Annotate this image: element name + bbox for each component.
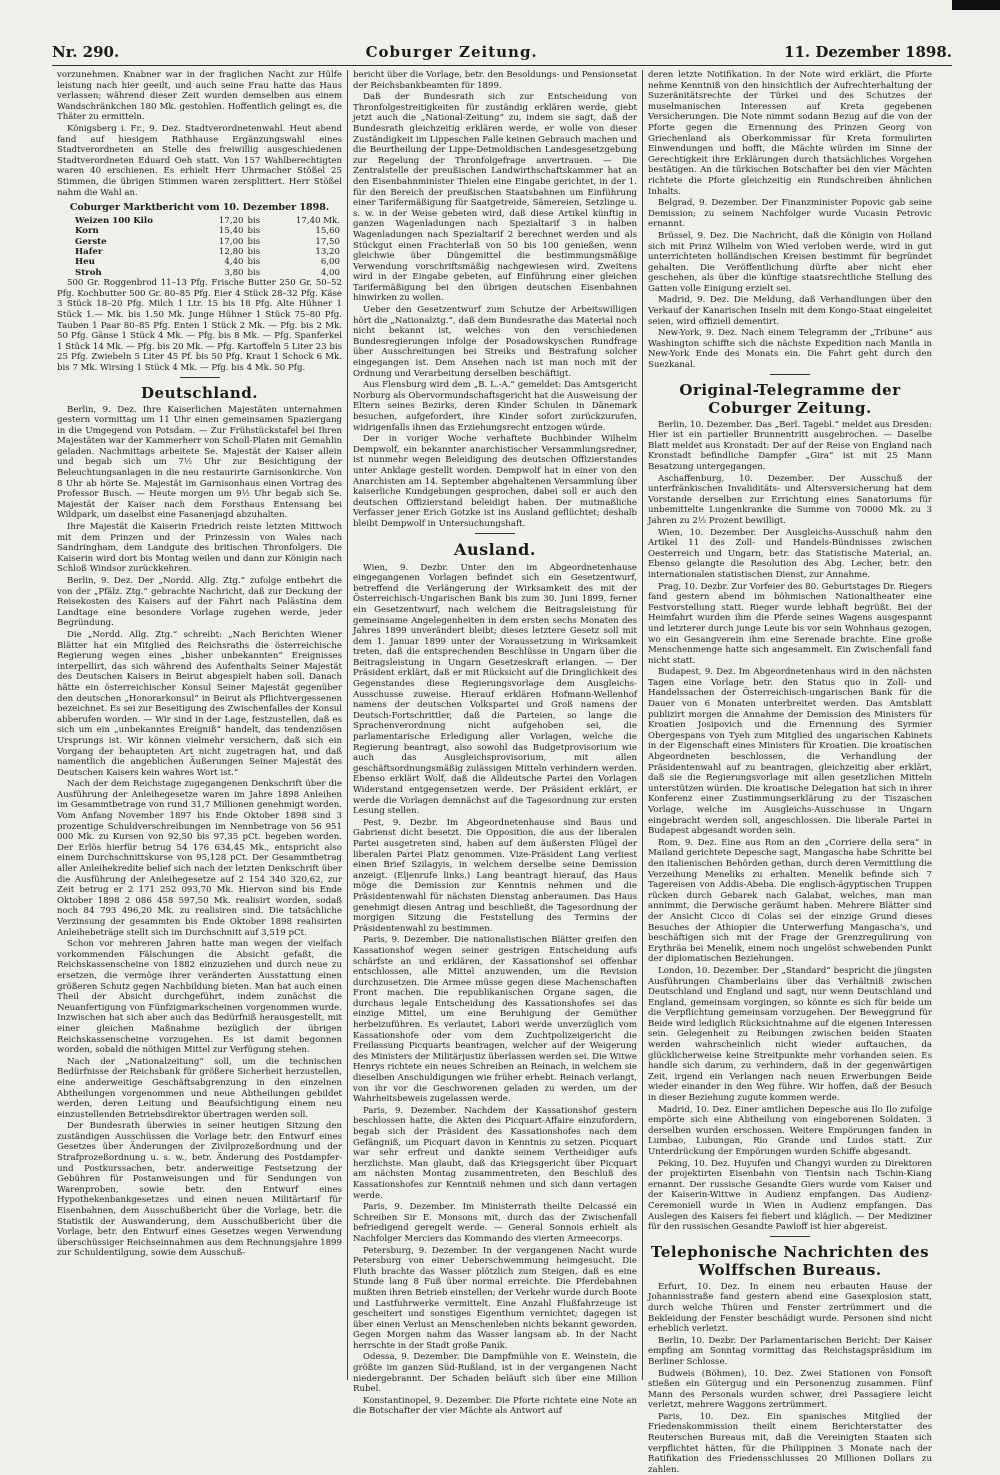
article: Rom, 9. Dez. Eine aus Rom an den „Corriere della sera“ in Mailand gerichtete Depesche sagt, Mangascha habe Schritte bei den italienischen Behörden gethan, durch deren Vermittlung die Verzeihung Meneliks zu erhalten. Menelik befinde sich 7 Tagereisen von Addis-Abeba. Die englisch-ägyptischen Truppen rücken durch Gebarek nach Galabat, welches, man man annimmt, die Derwische geräumt haben. Mehrere Blätter sind der Ansicht Cicco di Colas sei der einzige Grund dieses Besuches der Athiopier die Unterwerfung Mangascha's, und beschäftigen sich mit der Frage der Grenzregulirung von Erythräa bei Menelik, einem noch ungelöst schwebenden Punkt der diplomatischen Beziehungen. — [648, 837, 932, 965]
table-cell: 15,40 — [218, 226, 244, 237]
article: Ihre Majestät die Kaiserin Friedrich reiste letzten Mittwoch mit dem Prinzen und der Prinzessin von Wales nach Sandringham, dem Landgute des britischen Thronfolgers. Die Kaiserin wird dort bis Montag weilen und dann zur Königin nach Schloß Windsor zurückkehren. — [57, 522, 342, 575]
table-cell: bis — [247, 257, 261, 268]
table-cell: 12,80 — [218, 246, 244, 257]
article: Paris, 9. Dezember. Die nationalistischen Blätter greifen den Kassationshof wegen seiner gestrigen Entscheidung aufs schärfste an und erklären, der Kassationshof sei offenbar entschlossen, alle Mittel anzuwenden, um die Revision durchzusetzen. Die Armee müsse gegen diese Machenschaften Front machen. Die republikanischen Organe sagen, die durchaus legale Entscheidung des Kassationshofes sei das einzige Mittel, um eine Beruhigung der Gemüther herbeizuführen. Es verlautet, Labori werde unverzüglich vom Kassationshofe oder vom dem Zuchtpolizeigericht die Freilassung Picquarts beantragen, welcher auf der Weigerung des Ministers der Militärjustiz überlassen werden sei. Die Witwe Henrys richtete ein neues Schreiben an Reinach, in welchem sie dieselben Anschuldigungen wie früher erhebt. Reinach verlangt, von ihr vor die Geschworenen geladen zu werden, um der Wahrheitsbeweis zugelassen werde. — [353, 935, 637, 1105]
article: Nach der „Nationalzeitung“ soll, um die technischen Bedürfnisse der Reichsbank für größere Sicherheit herzustellen, eine anderweitige Geschäftsabgrenzung in den einzelnen Abtheilungen vorgenommen und neue Abtheilungen gebildet werden, deren Leitung und Beaufsichtigung einem neu einzustellenden Betriebsdirektor übertragen werden soll. — [57, 1056, 342, 1120]
article: Wien, 9. Dezbr. Unter den im Abgeordnetenhause eingegangenen Vorlagen befindet sich ein Gesetzentwurf, betreffend die Verlängerung der Wirksamkeit des mit der Österreichisch-Ungarischen Bank bis zum 30. Juni 1899, ferner ein Gesetzentwurf, nach welchem die Beitragsleistung für gemeinsame Angelegenheiten in dem ersten sechs Monaten des Jahres 1899 unverändert bleibt; dieses letztere Gesetz soll mit dem 1. Januar 1899 unter der Voraussetzung in Wirksamkeit treten, daß die entsprechenden Beschlüsse in Ungarn über die Beitragsleistung in Ungarn Gesetzeskraft erlangen. — Der Präsident erklärt, daß er mit Rücksicht auf die Dringlichkeit des Gegenstandes diese Regierungsvorlage dem Ausgleichs-Ausschusse zuweise. Hierauf erklären Hofmann-Wellenhof namens der deutschen Volkspartei und Groß namens der Deutsch-Fortschrittler, daß die Parteien, so lange die Sprachenverordnung nicht aufgehoben sei, die parlamentarische Erledigung aller Vorlagen, welche die Regierung beantragt, also sowohl das Budgetprovisorium wie auch das Ausgleichsprovisorium, mit allen geschäftsordnungsmäßig zulässigen Mitteln verhindern werden. Ebenso erklärt Wolf, daß die Alldeutsche Partei den Vorlagen Widerstand entgegensetzen werde. Der Präsident erklärt, er werde die Vorlagen demnächst auf die Tagesordnung zur ersten Lesung stellen. — [353, 562, 637, 817]
section-heading: Telephonische Nachrichten des Wolffschen Bureaus. — [650, 1242, 930, 1279]
issue-number: Nr. 290. — [52, 43, 120, 61]
article: Schon vor mehreren Jahren hatte man wegen der vielfach vorkommenden Fälschungen die Absicht gefaßt, die Reichskassenscheine von 1882 einzuziehen und durch neue zu ersetzen, die vermöge ihrer veränderten Ausstattung einen größeren Schutz gegen Nachbildung bieten. Man hat auch einen Theil der Absicht durchgeführt, indem zunächst die Neuanfertigung von Fünfzigmarkscheinen vorgenommen wurde. Inzwischen hat sich aber auch das Bedürfniß herausgestellt, mit einer gleichen Maßnahme bezüglich der übrigen Reichskassenscheine vorzugehen. Es ist damit begonnen worden, sobald die nöthigen Mittel zur Verfügung stehen. — [57, 939, 342, 1056]
article: Paris, 9. Dezember. Im Ministerrath theilte Delcassé ein Schreiben Sir E. Monsons mit, durch das der Zwischenfall befriedigend geregelt werde. — General Sonnois erhielt als Nachfolger Merciers das Kommando des vierten Armeecorps. — [353, 1202, 637, 1244]
table-cell: Stroh — [75, 267, 102, 278]
market-report-title: Coburger Marktbericht vom 10. Dezember 1898. — [69, 202, 330, 214]
market-prices: 500 Gr. Roggenbrod 11–13 Pfg. Frische Butter 250 Gr. 50–52 Pfg. Kochbutter 500 Gr. 80–85 Pfg. Eier 4 Stück 28–32 Pfg. Käse 3 Stück 18–20 Pfg. Milch 1 Ltr. 15 bis 18 Pfg. Alte Hühner 1 Stück 1.— Mk. bis 1.50 Mk. Junge Hühner 1 Stück 75–80 Pfg. Tauben 1 Paar 80–85 Pfg. Enten 1 Stück 2 Mk. — Pfg. bis 2 Mk. 50 Pfg. Gänse 1 Stück 4 Mk. — Pfg. bis 8 Mk. — Pfg. Spanferkel 1 Stück 14 Mk. — Pfg. bis 20 Mk. — Pfg. Kartoffeln 5 Liter 23 bis 25 Pfg. Zwiebeln 5 Liter 45 Pf. bis 50 Pfg. Kraut 1 Schock 6 Mk. bis 7 Mk. Wirsing 1 Stück 4 Mk. — Pfg. bis 4 Mk. 50 Pfg. — [57, 278, 342, 373]
article: Peking, 10. Dez. Huyufen und Changyi wurden zu Direktoren der projektirten Eisenbahn von Tientsin nach Tschin-Kiang ernannt. Der russische Gesandte Giers wurde vom Kaiser und der Kaiserin-Wittwe in Audienz empfangen. Das Audienz-Ceremoniell wurde in Wien in Audienz empfangen. Das Auslegen des Kaisers fei fiebert und kläglich. — Der Mediziner für den russischen Gesandte Pawloff ist hier abgereist. — [648, 1158, 932, 1233]
article: Ueber den Gesetzentwurf zum Schutze der Arbeitswilligen hört die „Nationalztg.“, daß dem Bundesrathe das Material noch nicht bekannt ist, welches von den verschiedenen Bundesregierungen infolge der Posadowskyschen Rundfrage über Ausschreitungen bei Streiks und Bestrafung solcher eingegangen ist. Dem Ansehen nach ist man noch mit der Ordnung und Verarbeitung derselben beschäftigt. — [353, 305, 637, 379]
masthead — [52, 40, 952, 64]
table-cell: 17,40 Mk. — [295, 215, 340, 226]
section-heading: Deutschland. — [141, 383, 258, 402]
article: Belgrad, 9. Dezember. Der Finanzminister Popovic gab seine Demission; zu seinem Nachfolger wurde Vucasin Petrovic ernannt. — [648, 198, 932, 230]
divider — [770, 374, 810, 375]
article: Der in voriger Woche verhaftete Buchbinder Wilhelm Dempwolf, ein bekannter anarchistischer Versammlungsredner, ist nunmehr wegen Beleidigung des deutschen Offizierstandes unter Anklage gestellt worden. Dempwolf hat in einer von den Anarchisten am 14. September abgehaltenen Versammlung über kaiserliche Kundgebungen gesprochen, dabei soll er auch den deutschen Offizierstand beleidigt haben. Der mutmaßliche Verfasser jener Erich Gotzke ist ins Ausland geflüchtet; deshalb bleibt Dempwolf in Untersuchungshaft. — [353, 434, 637, 529]
table-cell: 17,00 — [218, 236, 244, 247]
table-cell: 3,80 — [224, 267, 244, 278]
section-heading: Original-Telegramme der Coburger Zeitung. — [679, 380, 901, 417]
table-row — [57, 257, 342, 267]
article: Aus Flensburg wird dem „B. L.-A.“ gemeldet: Das Amtsgericht Norburg als Obervormundschaftsgericht hat die Ausweisung der Eltern seines Bezirks, deren Kinder Schulen in Dänemark besuchen, aufgefordert, ihre Kinder sofort zurückzurufen, widrigenfalls ihnen das Erziehungsrecht entzogen würde. — [353, 380, 637, 433]
table-cell: bis — [247, 226, 261, 237]
table-cell: Hafer — [75, 246, 103, 257]
article: Wien, 10. Dezember. Der Ausgleichs-Ausschuß nahm den Artikel 11 des Zoll- und Handels-Bündnisses zwischen Oesterreich und Ungarn, betr. das Statistische Material, an. Ebenso gelangte die Resolution des Abg. Lecher, betr. den internationalen statistischen Dienst, zur Annahme. — [648, 527, 932, 580]
article: Paris, 10. Dez. Ein spanisches Mitglied der Friedenskommission theilt einem Berichterstatter des Reuterschen Bureaus mit, daß die Vereinigten Staaten sich verpflichtet hätten, für die Philippinen 3 Monate nach der Ratifikation des Friedensschlusses 20 Millionen Dollars zu zahlen. — [648, 1411, 932, 1475]
article: Der Bundesrath überwies in seiner heutigen Sitzung den zuständigen Ausschüssen die Vorlage betr. den Entwurf eines Gesetzes über Änderungen der Zivilprozeßordnung und der Strafprozeßordnung u. s. w., betr. Änderung des Postdampfer- und Postkurssachen, betr. anderweitige Festsetzung der Gebühren für Postanweisungen und für Sendungen von Warenproben, sowie betr. den Entwurf eines Hypothekenbankgesetzes und einen neuen Militärtarif für Eisenbahnen, dem Ausschußbericht über die Vorlage, betr. die Statistik der Auswanderung, dem Ausschußbericht über die Vorlage, betr. den Entwurf eines Gesetzes wegen Verwendung überschüssiger Reichseinnahmen aus dem Rechnungsjahre 1899 zur Schuldentilgung, sowie dem Ausschuß- — [57, 1121, 342, 1259]
article: Petersburg, 9. Dezember. In der vergangenen Nacht wurde Petersburg von einer Ueberschwemmung heimgesucht. Die Fluth brachte das Wasser plötzlich zum Steigen, daß es eine Stunde lang 8 Fuß über normal erreichte. Die Pferdebahnen mußten ihren Betrieb einstellen; der Verkehr wurde durch Boote und Lastfuhrwerke vermittelt. Eine Anzahl Flußfahrzeuge ist gescheitert und sonstiges Eigenthum vernichtet; dagegen ist über einen Verlust an Menschenleben nichts bekannt geworden. Gegen Morgen nahm das Wasser langsam ab. In der Nacht herrschte in der Stadt große Panik. — [353, 1245, 637, 1351]
article: Madrid, 9. Dez. Die Meldung, daß Verhandlungen über den Verkauf der Kanarischen Inseln mit dem Kongo-Staat eingeleitet seien, wird offiziell dementirt. — [648, 295, 932, 327]
article: London, 10. Dezember. Der „Standard“ bespricht die jüngsten Ausführungen Chamberlains über das Verhältniß zwischen Deutschland und England und sagt, nur wenn Deutschland und England, gemeinsam vorgingen, so könnte es sich für beide um die Verpflichtung gemeinsam vorzugehen. Der Beweggrund für Beide wird lediglich Rücksichtnahme auf die eigenen Interessen sein. Gelegenheit zu Reibungen zwischen beiden Staaten werden wahrscheinlich nicht wieder auftauchen, da glücklicherweise keine Streitpunkte mehr vorhanden seien. Es handle sich darum, zu verhindern, daß in der gegenwärtigen Zeit, irgend ein Verlangen nach neuen Erwerbungen Beide wieder einander in den Weg führe. Wir hoffen, daß der Besuch in dieser Beziehung zugute kommen werde. — [648, 965, 932, 1104]
table-row — [57, 237, 342, 247]
table-cell: Heu — [75, 257, 95, 268]
article: Madrid, 10. Dez. Einer amtlichen Depesche aus Ilo Ilo zufolge empörte sich eine Abtheilung von eingeborenen Soldaten. 3 derselben wurden erschossen. Weitere Empörungen fanden in Lumbao, Lubungan, Rio Grande und Ludos statt. Zur Unterdrückung der Empörungen wurden Schiffe abgesandt. — [648, 1104, 932, 1157]
table-cell: 6,00 — [320, 257, 340, 268]
issue-date: 11. Dezember 1898. — [784, 43, 952, 61]
article: Budapest, 9. Dez. Im Abgeordnetenhaus wird in den nächsten Tagen eine Vorlage betr. den Status quo in Zoll- und Handelssachen der Österreichisch-ungarischen Bank für die Dauer von 6 Monaten unterbreitet werden. Das Amtsblatt publizirt morgen die Annahme der Demission des Ministers für Kroatien Josipovich und die Ernennung des Syrmier Obergespans von Tyeh zum Mitglied des ungarischen Kabinets in der Eigenschaft eines Ministers für Kroatien. Die kroatischen Abgeordneten beschlossen, die Verhandlung der Präsidentenwahl auf zu beantragen, gleichzeitig aber erklärt, daß sie die Regierungsvorlage mit allen gesetzlichen Mitteln unterstützen würden. Die kroatische Delegation hat sich in ihrer Konferenz einer Zustimmungserklärung zu der Tiszaschen Vorlage, welche im Ausgleichs-Ausschusse in Ungarn eingebracht werden soll, angeschlossen. Die liberale Partei in Budapest abgesandt worden sein. — [648, 667, 932, 837]
article: Berlin, 9. Dez. Der „Nordd. Allg. Ztg.“ zufolge entbehrt die von der „Pfälz. Ztg.“ gebrachte Nachricht, daß zur Deckung der Reisekosten des Kaisers auf der Fahrt nach Palästina dem Landtage eine besondere Vorlage zugehen werde, jeder Begründung. — [57, 576, 342, 629]
table-cell: Gerste — [75, 236, 107, 247]
article: Berlin, 9. Dez. Ihre Kaiserlichen Majestäten unternahmen gestern vormittag um 11 Uhr einen gemeinsamen Spaziergang in die Umgegend von Potsdam. — Zur Frühstückstafel bei Ihren Majestäten war der Kammerherr von Scholl-Platen mit Gemahlin geladen. Nachmittags arbeitete Se. Majestät der Kaiser allein und begab sich um 7½ Uhr zur Besichtigung der Beleuchtungsanlagen in die neu restaurirte Garnisonkirche. Von 8 Uhr ab hörte Se. Majestät im Garnisonhaus einen Vortrag des Professor Busch. — Heute morgen um 9½ Uhr begab sich Se. Majestät der Kaiser nach dem Forsthaus Entensang bei Wildpark, um daselbst eine Fasanenjagd abzuhalten. — [57, 404, 342, 521]
table-cell: 4,00 — [320, 267, 340, 278]
table-row — [57, 247, 342, 257]
divider — [180, 377, 220, 378]
column-3 — [642, 70, 937, 1475]
column-1 — [52, 70, 347, 1380]
table-cell: bis — [247, 246, 261, 257]
columns — [52, 70, 952, 1475]
article: Königsberg i. Fr., 9. Dez. Stadtverordnetenwahl. Heut abend fand auf hiesigem Rathhause Ergänzungswahl eines Stadtverordneten an Stelle des freiwillig ausgeschiedenen Stadtverordneten Eduard Oeh statt. Von 157 Wahlberechtigten waren 40 erschienen. Es erhielt Herr Uhrmacher Stößel 25 Stimmen, die übrigen Stimmen waren zersplittert. Herr Stößel nahm die Wahl an. — [57, 123, 342, 198]
market-table — [57, 216, 342, 278]
article: Nach der dem Reichstage zugegangenen Denkschrift über die Ausführung der Anleihegesetze waren im Jahre 1898 Anleihen im Gesammtbetrage von rund 31,7 Millionen genehmigt worden. Vom Anfang November 1897 bis Ende Oktober 1898 sind 3 prozentige Schuldverschreibungen im Nennbetrage von 56 951 000 Mk. zu Kursen von 92,50 bis 97,35 pCt. begeben worden. Der Erlös hierfür betrug 54 176 634,45 Mk., entspricht also einem Durchschnittskurse von 95,128 pCt. Der Gesammtbetrag aller Anleihekredite belief sich nach der letzten Denkschrift über die Ausführung der Anleihegesetze auf 2 154 340 320,62, zur Zeit betrug er 2 171 252 093,70 Mk. Hiervon sind bis Ende Oktober 1898 2 086 458 597,50 Mk. realisirt worden, sodaß noch 84 793 496,20 Mk. zu realisiren sind. Die tatsächliche Verzinsung der gesammten bis Ende Oktober 1898 realisirten Anleihebeträge stellt sich im Durchschnitt auf 3,519 pCt. — [57, 779, 342, 938]
article: vorzunehmen. Knabner war in der fraglichen Nacht zur Hülfe leistung nach hier geeilt, und auch seine Frau hatte das Haus verlassen; während dieser Zeit wurden demselben aus einem Wandschränkchen 180 Mk. gestohlen. Hoffentlich gelingt es, die Thäter zu ermitteln. — [57, 70, 342, 123]
article: Berlin, 10. Dezbr. Der Parlamentarischen Bericht: Der Kaiser empfing am Sonntag vormittag das Reichstagspräsidium im Berliner Schlosse. — [648, 1335, 932, 1367]
column-2 — [347, 70, 642, 1417]
article: New-York, 9. Dez. Nach einem Telegramm der „Tribune“ aus Washington schiffte sich die nächste Expedition nach Manila in New-York Ende des Monats ein. Die Fahrt geht durch den Suezkanal. — [648, 328, 932, 371]
article: Odessa, 9. Dezember. Die Dampfmühle von E. Weinstein, die größte im ganzen Süd-Rußland, ist in der vergangenen Nacht niedergebrannt. Der Schaden beläuft sich über eine Million Rubel. — [353, 1352, 637, 1395]
article: Die „Nordd. Allg. Ztg.“ schreibt: „Nach Berichten Wiener Blätter hat ein Mitglied des Reichsraths die österreichische Regierung wegen eines „bisher unbekannten“ Ereignisses interpellirt, das sich während des Aufenthalts Seiner Majestät des Deutschen Kaisers in Beirut abgespielt haben soll. Danach hätte ein österreichischer Konsul Seiner Majestät gegenüber den deutschen „Honorarkonsul“ in Beirut als Pflichtvergessenen bezeichnet. Es sei zur Beseitigung des Zwischenfalles der Konsul abberufen worden. — Wir sind in der Lage, festzustellen, daß es sich um ein „unbekanntes Ereigniß“ handelt, das tendenziösen Ursprungs ist. Wir können vielmehr versichern, daß sich ein Vorgang der behaupteten Art nicht zugetragen hat, und daß namentlich die angeblichen Äußerungen Seiner Majestät des Deutschen Kaisers kein wahres Wort ist.“ — [57, 629, 343, 778]
article: Brüssel, 9. Dez. Die Nachricht, daß die Königin von Holland sich mit Prinz Wilhelm von Wied verloben werde, wird in gut unterrichteten holländischen Kreisen bestimmt für begründet gehalten. Die Veröffentlichung dürfte aber nicht eher geschehen, als über die künftige staatsrechtliche Stellung des Gatten volle Einigung erzielt sei. — [648, 230, 932, 294]
table-cell: 13,20 — [315, 246, 340, 257]
article: deren letzte Notifikation. In der Note wird erklärt, die Pforte nehme Kenntniß von den hinsichtlich der Aufrechterhaltung der Suzeränitätsrechte der Türkei und des Schutzes der muselmanischen Interessen auf Kreta gegebenen Versicherungen. Die Note nimmt sodann Bezug auf die von der Pforte gegen die Ernennung des Prinzen Georg von Griechenland als Oberkommissar für Kreta formulirten Einwendungen und hofft, die Mächte würden im Sinne der Gerechtigkeit ihre Erklärungen durch thatsächliches Vorgehen bestätigen. An die türkischen Botschafter bei den vier Mächten richtete die Pforte gleichzeitig ein Rundschreiben ähnlichen Inhalts. — [648, 70, 932, 197]
newspaper-title: Coburger Zeitung. — [365, 43, 538, 61]
article: Erfurt, 10. Dez. In einem neu erbauten Hause der Johannisstraße fand gestern abend eine Gasexplosion statt, durch welche Thüren und Fenster zertrümmert und die Bekleidung der Fenster beschädigt wurde. Personen sind nicht erheblich verletzt. — [648, 1281, 932, 1335]
header-rule — [52, 65, 952, 66]
article: bericht über die Vorlage, betr. den Besoldungs- und Pensionsetat der Reichsbankbeamten für 1899. — [353, 70, 637, 91]
article: Pest, 9. Dezbr. Im Abgeordnetenhause sind Baus und Gabrienst dicht besetzt. Die Opposition, die aus der liberalen Partei ausgetreten sind, haben auf dem äußersten Flügel der liberalen Partei Platz genommen. Vize-Präsident Lang verliest einen Brief Szilagyis, in welchem derselbe seine Demission anzeigt. (Eljenrufe links.) Lang beantragt hierauf, das Haus möge die Demission zur Kenntnis nehmen und die Präsidentenwahl für nächsten Dienstag anberaumen. Das Haus genehmigt diesen Antrag und beschließt, die Tagesordnung der morgigen Sitzung die Feststellung des Termins der Präsidentenwahl zu bestimmen. — [353, 817, 637, 934]
table-cell: Korn — [75, 226, 99, 237]
section-heading: Ausland. — [454, 539, 536, 559]
table-cell: bis — [247, 236, 261, 247]
article: Prag, 10. Dezbr. Zur Vorfeier des 80. Geburtstages Dr. Riegers fand gestern abend im böhmischen Nationaltheater eine Festvorstellung statt. Rieger wurde lebhaft begrüßt. Bei der Heimfahrt wurden ihm die Pferde seines Wagens ausgespannt und letzterer durch junge Leute bis vor sein Wohnhaus gezogen, wo ein Gesangverein ihm eine Serenade brachte. Eine große Menschenmenge hatte sich angesammelt. Ein Zwischenfall fand nicht statt. — [648, 581, 932, 666]
article: Berlin, 10. Dezember. Das „Berl. Tagebl.“ meldet aus Dresden: Hier ist ein partieller Brunnentritt ausgebrochen. — Daselbe Blatt meldet aus Kronstadt: Der auf der Reise von England nach Kronstadt befindliche Dampfer „Gira“ ist mit 25 Mann Besatzung untergegangen. — [648, 419, 932, 472]
article: Daß der Bundesrath sich zur Entscheidung von Thronfolgestreitigkeiten für zuständig erklären werde, giebt jetzt auch die „National-Zeitung“ zu, indem sie sagt, daß der Bundesrath gleichzeitig erklären werde, er wolle von dieser Zuständigkeit im Lippeschen Falle keinen Gebrauch machen und die Beurtheilung der Lippe-Detmoldischen Landesgesetzgebung zur Regelung der Thronfolgefrage anvertrauen. — Die Zentralstelle der preußischen Landwirthschaftskammer hat an den Eisenbahnminister Thielen eine Eingabe gerichtet, in der 1. für den Bereich der preußischen Staatsbahnen um Einführung einer Tarifermäßigung für Saatgetreide, Sämereien, Setzlinge u. s. w. in der Weise gebeten wird, daß diese Artikel künftig in ganzen Wagenladungen nach Spezialtarif 3 in halben Wagenladungen nach Spezialtarif 2 berechnet werden und als Stückgut einen Frachterlaß von 50 bis 100 genießen, wenn gleichwie über Düngemittel die bestimmungsmäßige Verwendung vorschriftsmäßig nachgewiesen wird. Zweitens wird in der Eingabe gebeten, auf Einführung einer gleichen Tarifermäßigung bei den übrigen deutschen Eisenbahnen hinwirken zu wollen. — [353, 92, 637, 304]
table-cell: 15,60 — [315, 226, 340, 237]
table-cell: 17,50 — [315, 236, 340, 247]
table-cell: bis — [247, 215, 261, 226]
table-cell: Weizen 100 Kilo — [75, 215, 153, 226]
table-cell: 4,40 — [224, 257, 244, 268]
table-cell: 17,20 — [218, 215, 244, 226]
table-row — [57, 268, 342, 278]
article: Aschaffenburg, 10. Dezember. Der Ausschuß der unterfränkischen Invaliditäts- und Altersversicherung hat dem Vorstande derselben zur Errichtung eines Sanatoriums für unbemittelte Lungenkranke die Summe von 70000 Mk. zu 3 Jahren zu 2½ Prozent bewilligt. — [648, 473, 932, 526]
divider — [770, 1236, 810, 1237]
article: Budweis (Böhmen), 10. Dez. Zwei Stationen von Fonsoft stießen ein Gütergug und ein Personenzug zusammen. Fünf Mann des Personals wurden schwer, drei Passagiere leicht verletzt, mehrere Waggons zertrümmert. — [648, 1368, 932, 1411]
table-row — [57, 216, 342, 226]
article: Paris, 9. Dezember. Nachdem der Kassationshof gestern beschlossen hatte, die Akten des Picquart-Affaire einzufordern, begab sich der Präsident des Kassationshofes nach dem Gefängniß, um Picquart davon in Kenntnis zu setzen. Picquart war sehr erfreut und dankte seinem Vertheidiger aufs herzlichste. Man glaubt, daß das Kriegsgericht über Picquart am nächsten Montag zusammentreten, den Beschluß des Kassationshofes zur Kenntniß nehmen und sich dann vertagen werde. — [353, 1105, 637, 1201]
divider — [475, 533, 515, 534]
article: Konstantinopel, 9. Dezember. Die Pforte richtete eine Note an die Botschafter der vier Mächte als Antwort auf — [353, 1395, 637, 1417]
registration-mark — [952, 0, 1000, 10]
table-row — [57, 226, 342, 236]
table-cell: bis — [247, 267, 261, 278]
